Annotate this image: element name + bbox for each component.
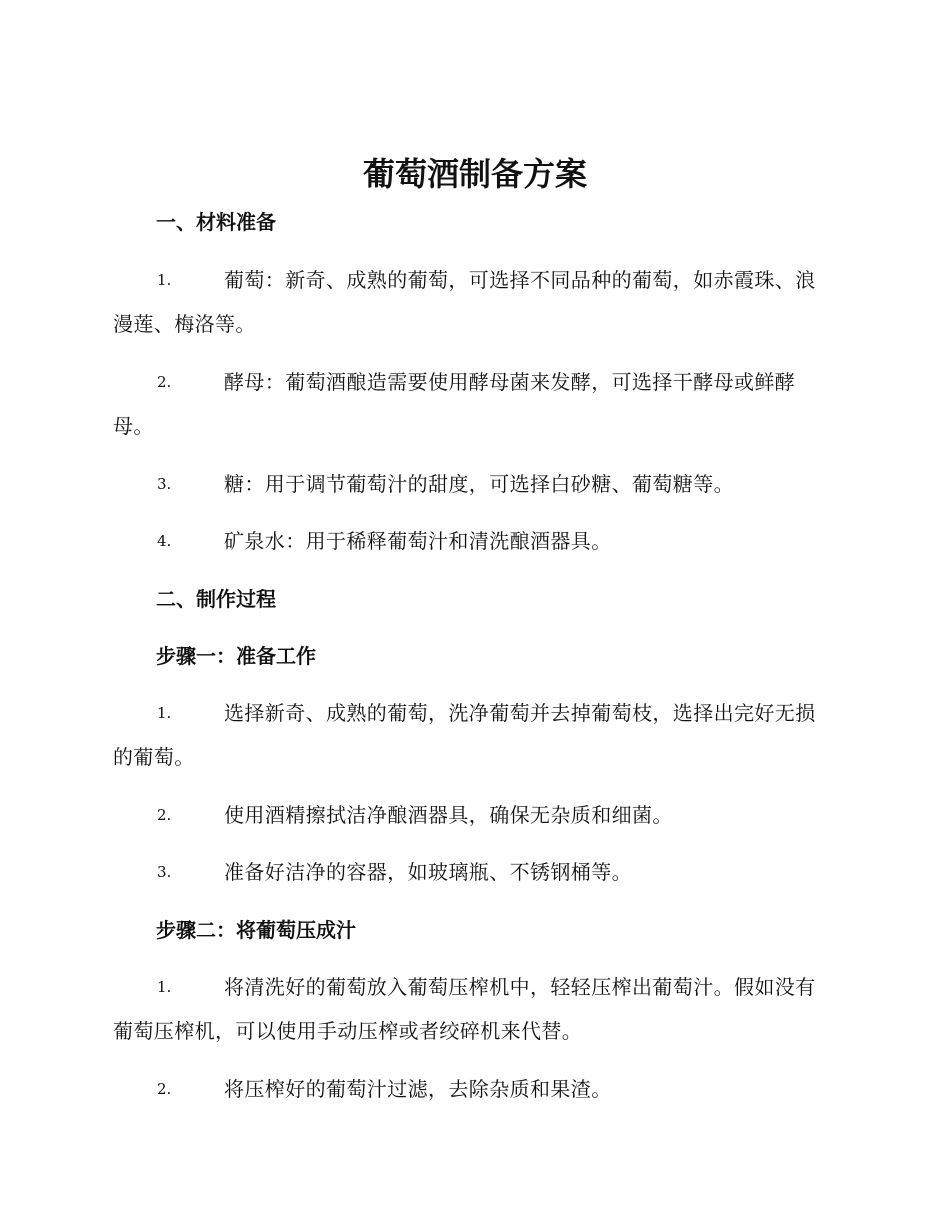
section-heading-materials: 一、材料准备 [156,210,276,234]
list-item [113,793,835,837]
list-item-number: 2. [157,1080,172,1098]
list-item [113,519,835,563]
section-heading-process: 二、制作过程 [156,587,276,611]
list-item-text: 选择新奇、成熟的葡萄，洗净葡萄并去掉葡萄枝，选择出完好无损的葡萄。 [113,701,816,769]
list-item-number: 3. [157,863,172,881]
list-item-text: 使用酒精擦拭洁净酿酒器具，确保无杂质和细菌。 [224,803,673,827]
subsection-heading-step1: 步骤一：准备工作 [156,644,316,668]
list-item-text: 将清洗好的葡萄放入葡萄压榨机中，轻轻压榨出葡萄汁。假如没有葡萄压榨机，可以使用手动压榨或者绞碎机来代替。 [113,975,816,1043]
list-item [113,462,835,506]
list-item-text: 糖：用于调节葡萄汁的甜度，可选择白砂糖、葡萄糖等。 [224,472,734,496]
list-item-number: 4. [157,532,172,550]
list-item-number: 1. [157,271,172,289]
subsection-heading-step2: 步骤二：将葡萄压成汁 [156,918,356,942]
list-item [113,360,835,448]
list-item-number: 1. [157,704,172,722]
list-item [113,850,835,894]
list-item-text: 准备好洁净的容器，如玻璃瓶、不锈钢桶等。 [224,860,632,884]
list-item [113,965,835,1053]
list-item-text: 将压榨好的葡萄汁过滤，去除杂质和果渣。 [224,1077,612,1101]
list-item-number: 3. [157,475,172,493]
list-item-number: 2. [157,373,172,391]
document-title: 葡萄酒制备方案 [362,155,587,193]
list-item-text: 矿泉水：用于稀释葡萄汁和清洗酿酒器具。 [224,529,612,553]
list-item-number: 1. [157,978,172,996]
list-item [113,691,835,779]
list-item-text: 葡萄：新奇、成熟的葡萄，可选择不同品种的葡萄，如赤霞珠、浪漫莲、梅洛等。 [113,268,816,336]
list-item [113,1067,835,1111]
list-item [113,258,835,346]
list-item-number: 2. [157,806,172,824]
list-item-text: 酵母：葡萄酒酿造需要使用酵母菌来发酵，可选择干酵母或鲜酵母。 [113,370,796,438]
